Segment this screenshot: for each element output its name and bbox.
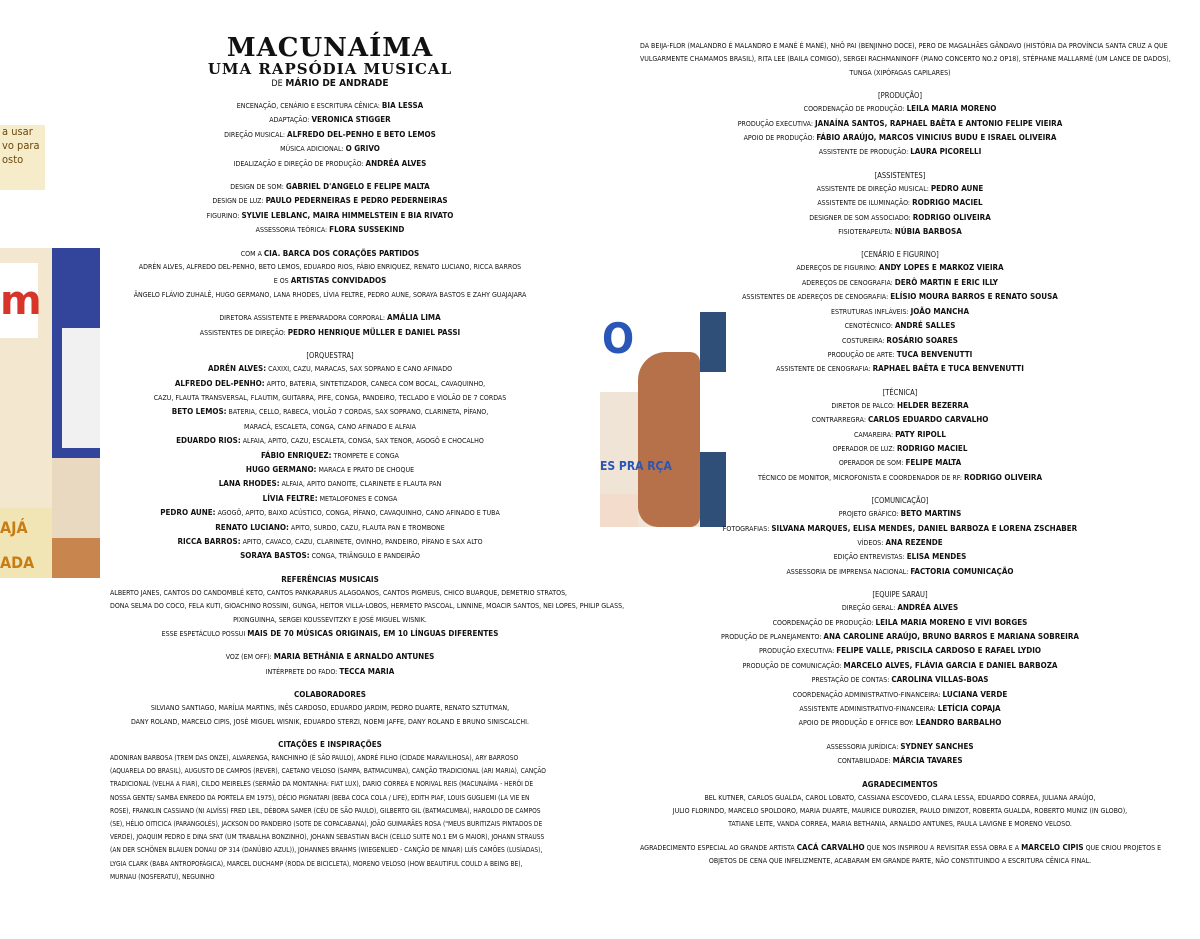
collaborator-line: SILVIANO SANTIAGO, MARÍLIA MARTINS, INÊS CARDOSO, EDUARDO JARDIM, PEDRO DUARTE, RENATO SZTUTMAN,	[150, 704, 510, 713]
assistants-section	[640, 169, 1160, 240]
orchestra-line: MARACÁ, ESCALETA, CONGA, CANO AFINADO E ALFAIA	[244, 422, 416, 431]
credit-line: ESTRUTURAS INFLÁVEIS: JOÃO MANCHA	[830, 306, 970, 316]
credit-line: IDEALIZAÇÃO E DIREÇÃO DE PRODUÇÃO: ANDRÉA ALVES	[233, 158, 427, 168]
credit-line: PROJETO GRÁFICO: BETO MARTINS	[838, 509, 962, 519]
spectacle-note: ESSE ESPETÁCULO POSSUI MAIS DE 70 MÚSICAS ORIGINAIS, EM 10 LÍNGUAS DIFERENTES	[161, 629, 499, 638]
production-section	[640, 89, 1160, 160]
credit-line: COORDENAÇÃO ADMINISTRATIVO-FINANCEIRA: LUCIANA VERDE	[792, 689, 1008, 699]
collaborators-block	[110, 688, 550, 729]
credit-line: ASSISTENTE DE DIREÇÃO MUSICAL: PEDRO AUNE	[816, 183, 984, 193]
credit-line: FOTOGRAFIAS: SILVANA MARQUES, ELISA MENDES, DANIEL BARBOZA E LORENA ZSCHABER	[722, 523, 1078, 533]
credit-line: COORDENAÇÃO DE PRODUÇÃO: LEILA MARIA MORENO E VIVI BORGES	[772, 617, 1028, 627]
credit-line: FISIOTERAPEUTA: NÚBIA BARBOSA	[838, 227, 962, 237]
credit-line: COSTUREIRA: ROSÁRIO SOARES	[842, 335, 958, 345]
ad-orange-text: ADA	[0, 553, 35, 572]
direction-credits	[110, 311, 550, 340]
ad-text-line: a usar	[2, 125, 33, 138]
section-heading: [ASSISTENTES]	[874, 170, 926, 180]
credit-line: DESIGN DE LUZ: PAULO PEDERNEIRAS E PEDRO PEDERNEIRAS	[212, 196, 448, 206]
set-costume-section	[640, 248, 1160, 376]
credit-line: INTÉRPRETE DO FADO: TECCA MARIA	[265, 666, 395, 676]
ad-text-line: osto	[2, 153, 24, 166]
cast-guests: ÂNGELO FLÁVIO ZUHALÊ, HUGO GERMANO, LANA RHODES, LÍVIA FELTRE, PEDRO AUNE, SORAYA BASTOS E ZAHY GUAJAJARA	[133, 290, 527, 299]
section-heading: REFERÊNCIAS MUSICAIS	[281, 574, 379, 584]
credit-line: PRESTAÇÃO DE CONTAS: CAROLINA VILLAS-BOAS	[811, 675, 989, 685]
ad-red-letter-block	[0, 263, 42, 338]
reference-line: PIXINGUINHA, SERGEI KOUSSEVITZKY E JOSÉ MIGUEL WISNIK.	[233, 615, 427, 624]
credit-line: FIGURINO: SYLVIE LEBLANC, MAIRA HIMMELSTEIN E BIA RIVATO	[206, 210, 454, 220]
credit-line: PRODUÇÃO EXECUTIVA: JANAÍNA SANTOS, RAPHAEL BAÊTA E ANTONIO FELIPE VIEIRA	[737, 118, 1063, 128]
thanks-line: JULIO FLORINDO, MARCELO SPOLDORO, MARIA DUARTE, MAURICE DUROZIER, PAULO DINIZOT, ROBERTA GUALDA, ROBERTO MUNIZ (IN GLOBO),	[672, 807, 1128, 816]
ad-orange-text: AJÁ	[0, 518, 28, 537]
credit-line: OPERADOR DE LUZ: RODRIGO MACIEL	[832, 443, 968, 453]
reference-line: ALBERTO JANES, CANTOS DO CANDOMBLÉ KETO, CANTOS PANKARARUS ALAGOANOS, CANTOS PIGMEUS, CHICO BUARQUE, DEMETRIO STRATOS,	[110, 588, 568, 597]
sarau-team-section	[640, 588, 1160, 731]
orchestra-line: RENATO LUCIANO: APITO, SURDO, CAZU, FLAUTA PAN E TROMBONE	[215, 522, 445, 532]
author-name: MÁRIO DE ANDRADE	[285, 78, 389, 89]
ad-fragment-left	[0, 248, 100, 578]
right-column	[640, 0, 1171, 869]
orchestra-line: ALFREDO DEL-PENHO: APITO, BATERIA, SINTETIZADOR, CANECA COM BOCAL, CAVAQUINHO,	[174, 378, 486, 388]
credit-line: ASSISTENTE DE CENOGRAFIA: RAPHAEL BAÊTA E TUCA BENVENUTTI	[776, 364, 1024, 374]
left-column	[110, 0, 625, 884]
credit-line: APOIO DE PRODUÇÃO E OFFICE BOY: LEANDRO BARBALHO	[798, 718, 1002, 728]
orchestra-line: SORAYA BASTOS: CONGA, TRIÂNGULO E PANDEIRÃO	[240, 551, 420, 561]
orchestra-line: ADRÉN ALVES: CAXIXI, CAZU, MARACAS, SAX SOPRANO E CANO AFINADO	[207, 364, 453, 374]
credit-line: ASSESSORIA JURÍDICA: SYDNEY SANCHES	[826, 741, 974, 751]
credit-line: ADAPTAÇÃO: VERONICA STIGGER	[269, 115, 391, 125]
credit-line: DIREÇÃO GERAL: ANDRÉA ALVES	[841, 603, 959, 613]
cast-company: COM A CIA. BARCA DOS CORAÇÕES PARTIDOS	[240, 248, 420, 258]
credit-line: DESIGNER DE SOM ASSOCIADO: RODRIGO OLIVEIRA	[809, 212, 991, 222]
credit-line: CONTABILIDADE: MÁRCIA TAVARES	[837, 756, 963, 766]
ad-fragment-top-left	[0, 125, 45, 190]
section-heading: [CENÁRIO E FIGURINO]	[861, 250, 939, 260]
credit-line: TÉCNICO DE MONITOR, MICROFONISTA E COORDENADOR DE RF: RODRIGO OLIVEIRA	[757, 472, 1043, 482]
credit-line: DIRETOR DE PALCO: HELDER BEZERRA	[831, 400, 969, 410]
legal-section	[640, 740, 1160, 769]
credit-line: APOIO DE PRODUÇÃO: FÁBIO ARAÚJO, MARCOS VINICIUS BUDU E ISRAEL OLIVEIRA	[743, 133, 1057, 143]
orchestra-block	[110, 349, 550, 564]
cast-members: ADRÉN ALVES, ALFREDO DEL-PENHO, BETO LEMOS, EDUARDO RIOS, FÁBIO ENRIQUEZ, RENATO LUCIANO, RICCA BARROS	[138, 263, 522, 272]
section-heading: [PRODUÇÃO]	[878, 91, 922, 101]
ad-blue-panel	[52, 248, 100, 578]
credit-line: DIRETORA ASSISTENTE E PREPARADORA CORPORAL: AMÁLIA LIMA	[219, 313, 441, 323]
credit-line: CAMAREIRA: PATY RIPOLL	[854, 429, 946, 439]
credit-line: PRODUÇÃO DE ARTE: TUCA BENVENUTTI	[827, 349, 973, 359]
author-line: DE MÁRIO DE ANDRADE	[271, 78, 389, 89]
technical-section	[640, 386, 1160, 485]
citation-line: VULGARMENTE CHAMAMOS BRASIL), RITA LEE (BAILA COMIGO), SERGEI RACHMANINOFF (PIANO CONCERTO NO.2 OP18), STÉPHANE MALLARMÉ (UM LANCE DE DADOS),	[640, 55, 1171, 64]
citations-block	[110, 738, 550, 884]
orchestra-line: LANA RHODES: ALFAIA, APITO DANOITE, CLARINETE E FLAUTA PAN	[218, 479, 442, 489]
reference-line: DONA SELMA DO COCO, FELA KUTI, GIOACHINO ROSSINI, GUNGA, HEITOR VILLA-LOBOS, HERMETO PASCOAL, LINNINE, MOACIR SANTOS, NEI LOPES, PHILIP GLASS,	[110, 602, 625, 611]
credit-line: ENCENAÇÃO, CENÁRIO E ESCRITURA CÊNICA: BIA LESSA	[236, 101, 424, 110]
design-credits	[110, 180, 550, 238]
ad-blue-letter: O	[602, 314, 633, 363]
voices-block	[110, 650, 550, 679]
orchestra-line: CAZU, FLAUTA TRANSVERSAL, FLAUTIM, GUITARRA, PIFE, CONGA, PANDEIRO, TECLADO E VIOLÃO DE 7 CORDAS	[153, 393, 507, 402]
citations-continuation	[640, 40, 1171, 80]
credit-line: EDIÇÃO ENTREVISTAS: ELISA MENDES	[833, 552, 967, 562]
orchestra-line: FÁBIO ENRIQUEZ: TROMPETE E CONGA	[261, 450, 399, 460]
references-block	[110, 573, 625, 642]
orchestra-line: HUGO GERMANO: MARACA E PRATO DE CHOQUE	[245, 464, 415, 474]
ad-text-line: vo para	[2, 139, 40, 152]
credit-line: ASSISTENTES DE ADEREÇOS DE CENOGRAFIA: ELÍSIO MOURA BARROS E RENATO SOUSA	[742, 292, 1058, 302]
credit-line: DIREÇÃO MUSICAL: ALFREDO DEL-PENHO E BETO LEMOS	[224, 129, 436, 139]
thanks-line: BEL KUTNER, CARLOS GUALDA, CAROL LOBATO, CASSIANA ESCOVEDO, CLARA LESSA, EDUARDO CORREA, JULIANA ARAÚJO,	[704, 793, 1096, 802]
credit-line: ASSISTENTE DE PRODUÇÃO: LAURA PICORELLI	[818, 147, 982, 157]
credit-line: ADEREÇOS DE CENOGRAFIA: DERÔ MARTIN E ERIC ILLY	[801, 277, 999, 287]
cast-block	[110, 247, 550, 303]
page-title: MACUNAÍMA	[226, 33, 434, 63]
credit-line: MÚSICA ADICIONAL: O GRIVO	[280, 144, 380, 154]
special-thanks-line: OBJETOS DE CENA QUE INFELIZMENTE, ACABARAM EM GRANDE PARTE, NÃO CONSTITUINDO A ESCRITURA CÊNICA FINAL.	[708, 857, 1092, 866]
orchestra-line: EDUARDO RIOS: ALFAIA, APITO, CAZU, ESCALETA, CONGA, SAX TENOR, AGOGÔ E CHOCALHO	[176, 436, 484, 446]
credit-line: PRODUÇÃO EXECUTIVA: FELIPE VALLE, PRISCILA CARDOSO E RAFAEL LYDIO	[758, 646, 1042, 656]
credit-line: COORDENAÇÃO DE PRODUÇÃO: LEILA MARIA MORENO	[803, 104, 997, 114]
credit-line: VOZ (EM OFF): MARIA BETHÂNIA E ARNALDO ANTUNES	[225, 652, 435, 662]
section-heading: [TÉCNICA]	[882, 387, 918, 397]
collaborator-line: DANY ROLAND, MARCELO CIPIS, JOSÉ MIGUEL WISNIK, EDUARDO STERZI, NOEMI JAFFE, DANY ROLAND E BRUNO SINISCALCHI.	[130, 717, 530, 726]
credit-line: ASSESSORIA TEÓRICA: FLORA SUSSEKIND	[255, 225, 405, 235]
section-heading: COLABORADORES	[293, 690, 366, 700]
ad-blue-text: ES PRA RÇA	[600, 459, 672, 473]
communication-section	[640, 494, 1160, 579]
special-thanks-line: AGRADECIMENTO ESPECIAL AO GRANDE ARTISTA CACÁ CARVALHO QUE NOS INSPIROU A REVISITAR ESSA OBRA E A MARCELO CIPIS QUE CRIOU PROJETOS E	[640, 842, 1162, 852]
orchestra-line: RICCA BARROS: APITO, CAVACO, CAZU, CLARINETE, OVINHO, PANDEIRO, PÍFANO E SAX ALTO	[177, 536, 483, 546]
main-credits	[110, 99, 550, 171]
citations-text: ADONIRAN BARBOSA (TREM DAS ONZE), ALVARENGA, RANCHINHO (É SÃO PAULO), ANDRÉ FILHO (CIDADE MARAVILHOSA), ARY BARROSO (AQUARELA DO BRASIL), AUGUSTO DE CAMPOS (REVER), CAETANO VELOSO (SAMPA, BATMACUMBA), CANÇÃO TRADICIONAL (ARI MARIA), CANÇÃO TRADICIONAL (VELHA A FIAR), CILDO MEIRELES (SERMÃO DA MONTANHA: FIAT LUX), DARIO CORREA E NORIVAL REIS (MACUNAÍMA - HERÓI DE NOSSA GENTE/ SAMBA ENREDO DA PORTELA EM 1975), DÉCIO PIGNATARI (BEBA COCA COLA / LIFE), EDITH PIAF, LOUIS GUGLIEMI (LA VIE EN ROSE), FRANKLIN CASSIANO (NI ALVÍSS) FRED LEIL, DÉBORA SAMER (CÉU DE SÃO PAULO), GILBERTO GIL (BATMACUMBA), HAROLDO DE CAMPOS (SE), HÉLIO OITICICA (PARANGOLÉS), JACKSON DO PANDEIRO (SOTE DE COPACABANA), JOÃO GUIMARÃES ROSA ("MEUS BURITIZAIS PINTADOS DE VERDE), JOAQUIM PEDRO E DINA SFAT (UM TRABALHA BONZINHO), JOHANN SEBASTIAN BACH (CELLO SUITE NO.1 EM G MAIOR), JOHANN STRAUSS (AN DER SCHÖNEN BLAUEN DONAU OP 314 (DANÚBIO AZUL)), JOHANNES BRAHMS (WIEGENLIED - CANÇÃO DE NINAR) LUÍS CAMÕES (LUSÍADAS), LYGIA CLARK (BABA ANTROPOFÁGICA), MARCEL DUCHAMP (RODA DE BICICLETA), MORENO VELOSO (HOW BEAUTIFUL COULD A BEING BE), MURNAU (NOSFERATU), NEGUINHO	[110, 754, 546, 881]
section-heading: [EQUIPE SARAU]	[872, 590, 928, 600]
section-heading: [ORQUESTRA]	[306, 351, 354, 361]
credit-line: ASSISTENTE ADMINISTRATIVO-FINANCEIRA: LETÍCIA COPAJA	[799, 704, 1001, 714]
credit-line: ASSISTENTES DE DIREÇÃO: PEDRO HENRIQUE MÜLLER E DANIEL PASSI	[199, 327, 461, 337]
citation-line: TUNGA (XIPÓFAGAS CAPILARES)	[849, 68, 951, 77]
citation-line: DA BEIJA-FLOR (MALANDRO É MALANDRO E MANÉ É MANÉ), NHÔ PAI (BENJINHO DOCE), PERO DE MAGALHÃES GÂNDAVO (HISTÓRIA DA PROVÍNCIA SANTA CRUZ A QUE	[640, 42, 1168, 50]
section-heading: AGRADECIMENTOS	[862, 779, 938, 789]
credit-line: ADEREÇOS DE FIGURINO: ANDY LOPES E MARKOZ VIEIRA	[796, 263, 1004, 273]
cast-guests-label: E OS ARTISTAS CONVIDADOS	[273, 276, 387, 286]
credit-line: ASSISTENTE DE ILUMINAÇÃO: RODRIGO MACIEL	[817, 198, 983, 208]
thanks-line: TATIANE LEITE, VANDA CORREA, MARIA BETHANIA, ARNALDO ANTUNES, PAULA LAVIGNE E MORENO VELOSO.	[728, 820, 1072, 829]
page-subtitle: UMA RAPSÓDIA MUSICAL	[207, 60, 453, 78]
thanks-section	[640, 778, 1160, 832]
credit-line: DESIGN DE SOM: GABRIEL D'ANGELO E FELIPE MALTA	[230, 182, 430, 192]
credit-line: VÍDEOS: ANA REZENDE	[857, 537, 943, 547]
orchestra-line: BETO LEMOS: BATERIA, CELLO, RABECA, VIOLÃO 7 CORDAS, SAX SOPRANO, CLARINETA, PÍFANO,	[171, 407, 489, 417]
orchestra-line: PEDRO AUNE: AGOGÔ, APITO, BAIXO ACÚSTICO, CONGA, PÍFANO, CAVAQUINHO, CANO AFINADO E TUBA	[160, 508, 500, 518]
credit-line: PRODUÇÃO DE COMUNICAÇÃO: MARCELO ALVES, FLÁVIA GARCIA E DANIEL BARBOZA	[742, 660, 1058, 670]
credit-line: OPERADOR DE SOM: FELIPE MALTA	[838, 458, 962, 468]
credit-line: PRODUÇÃO DE PLANEJAMENTO: ANA CAROLINE ARAÚJO, BRUNO BARROS E MARIANA SOBREIRA	[721, 632, 1079, 641]
ad-fragment-letter: m	[0, 278, 42, 324]
special-thanks	[640, 841, 1160, 869]
credit-line: CENOTÉCNICO: ANDRÉ SALLES	[844, 321, 956, 331]
section-heading: [COMUNICAÇÃO]	[871, 496, 929, 506]
credit-line: ASSESSORIA DE IMPRENSA NACIONAL: FACTORIA COMUNICAÇÃO	[786, 566, 1014, 576]
orchestra-line: LÍVIA FELTRE: METALOFONES E CONGA	[262, 493, 398, 503]
section-heading: CITAÇÕES E INSPIRAÇÕES	[278, 740, 382, 750]
credit-line: CONTRARREGRA: CARLOS EDUARDO CARVALHO	[811, 415, 989, 425]
